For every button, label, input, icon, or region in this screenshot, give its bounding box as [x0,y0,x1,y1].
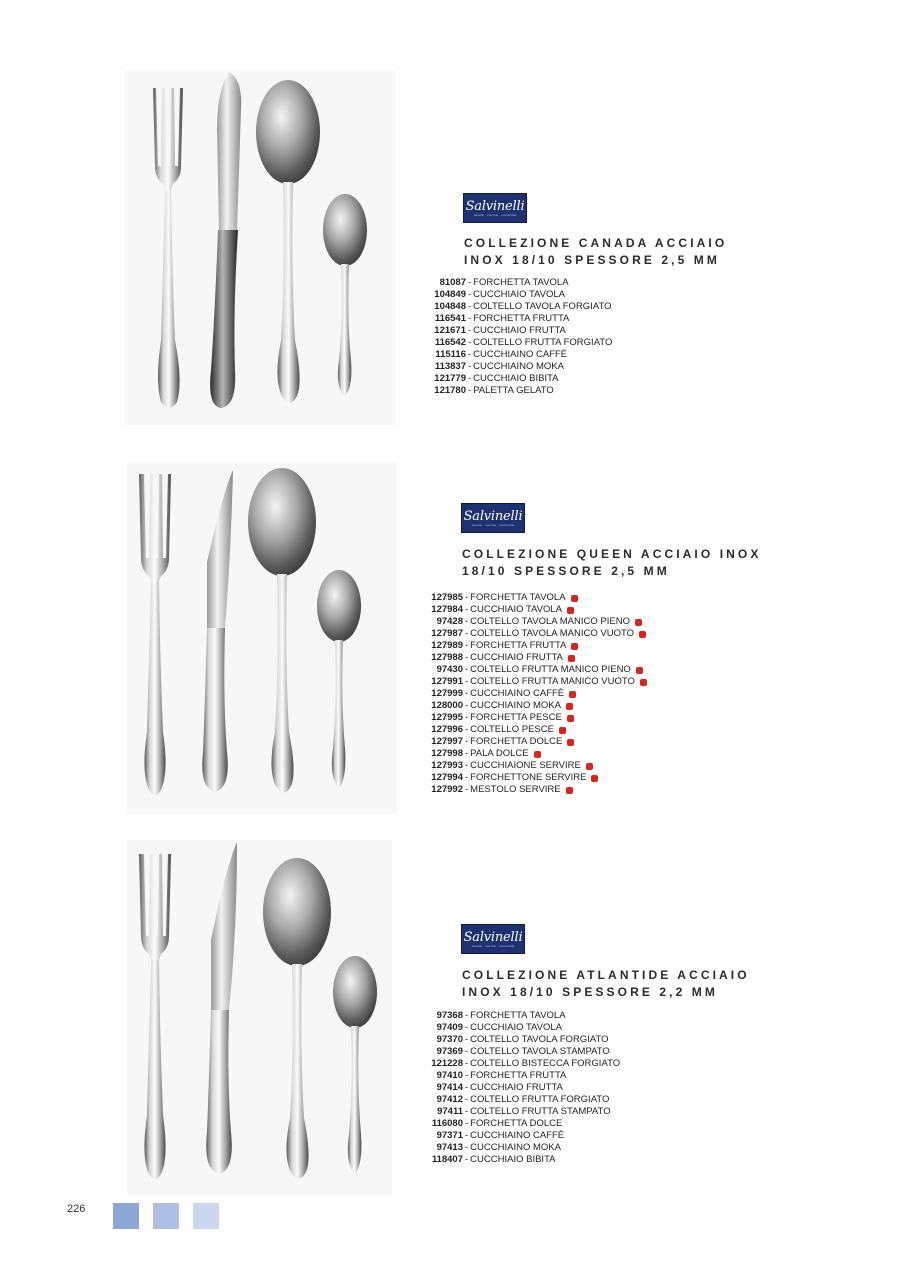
product-item [423,1094,620,1106]
cutlery-photo-canada [125,70,395,425]
separator: - [468,349,472,360]
product-item [426,289,612,301]
separator: - [465,1106,469,1117]
product-code: 81087 [439,277,466,288]
separator: - [468,289,472,300]
product-code: 121228 [431,1058,463,1069]
product-description: FORCHETTA TAVOLA [473,277,569,288]
separator: - [468,337,472,348]
product-code: 127987 [431,628,463,639]
product-item [423,1046,620,1058]
product-item [423,1022,620,1034]
separator: - [465,1154,469,1165]
product-description: MESTOLO SERVIRE [470,784,561,795]
product-description: CUCCHIAIO BIBITA [473,373,559,384]
separator: - [465,1034,469,1045]
product-code: 116541 [434,313,466,324]
separator: - [465,1118,469,1129]
brand-logo-word: Salvinelli [463,929,523,945]
page-number: 226 [67,1203,86,1215]
separator: - [465,1046,469,1057]
product-code: 97409 [436,1022,463,1033]
product-code: 97411 [437,1106,463,1117]
product-item [426,337,612,349]
new-item-marker-icon [569,691,576,698]
new-item-marker-icon [639,631,646,638]
brand-logo [461,924,525,954]
separator: - [465,664,469,675]
new-item-marker-icon [591,775,598,782]
separator: - [465,1082,469,1093]
product-code: 127994 [431,772,463,783]
separator: - [465,784,469,795]
product-code: 97414 [436,1082,463,1093]
product-item [423,676,647,688]
product-item [423,1106,620,1118]
product-item [423,724,647,736]
separator: - [465,604,469,615]
product-description: COLTELLO TAVOLA STAMPATO [470,1046,610,1057]
separator: - [468,325,472,336]
product-description: COLTELLO TAVOLA MANICO PIENO [470,616,630,627]
collection-title [462,546,761,580]
product-code: 127995 [431,712,463,723]
product-description: PALETTA GELATO [473,385,554,396]
separator: - [465,1142,469,1153]
product-item [423,652,647,664]
separator: - [468,313,472,324]
separator: - [465,1070,469,1081]
separator: - [465,748,469,759]
cutlery-photo-atlantide [127,840,392,1195]
product-list [423,592,647,796]
product-description: COLTELLO FRUTTA MANICO PIENO [470,664,631,675]
product-code: 97369 [436,1046,463,1057]
product-item [423,592,647,604]
product-code: 118407 [431,1154,463,1165]
new-item-marker-icon [635,619,642,626]
new-item-marker-icon [568,655,575,662]
product-item [423,1010,620,1022]
product-code: 97428 [436,616,463,627]
brand-logo-tagline: tavola · cucina · comunità [474,212,516,217]
product-item [426,373,612,385]
product-item [426,325,612,337]
product-description: CUCCHIAIO BIBITA [470,1154,556,1165]
decor-square [113,1203,139,1229]
product-description: CUCCHIAIO FRUTTA [470,652,563,663]
product-item [423,1058,620,1070]
product-description: CUCCHIAINO MOKA [470,700,561,711]
collection-title [464,235,727,269]
separator: - [465,676,469,687]
product-code: 127989 [431,640,463,651]
product-item [423,664,647,676]
separator: - [465,1010,469,1021]
product-description: COLTELLO FRUTTA FORGIATO [470,1094,610,1105]
product-description: CUCCHIAINO CAFFÈ [470,1130,565,1141]
product-item [423,604,647,616]
product-description: COLTELLO FRUTTA FORGIATO [473,337,613,348]
product-item [423,1130,620,1142]
product-description: FORCHETTA FRUTTA [473,313,570,324]
separator: - [465,592,469,603]
separator: - [465,652,469,663]
product-description: FORCHETTA FRUTTA [470,640,567,651]
separator: - [468,385,472,396]
product-code: 121671 [434,325,466,336]
separator: - [465,700,469,711]
brand-logo-word: Salvinelli [465,198,525,214]
product-code: 127984 [431,604,463,615]
product-description: COLTELLO TAVOLA FORGIATO [470,1034,609,1045]
separator: - [465,736,469,747]
product-code: 127985 [431,592,463,603]
product-item [423,1118,620,1130]
product-item [423,688,647,700]
collection-title [462,967,750,1001]
brand-logo-tagline: tavola · cucina · comunità [472,522,514,527]
new-item-marker-icon [534,751,541,758]
decor-square [153,1203,179,1229]
new-item-marker-icon [567,739,574,746]
product-code: 121780 [434,385,466,396]
product-item [423,772,647,784]
product-item [426,313,612,325]
separator: - [465,688,469,699]
product-code: 104848 [434,301,466,312]
new-item-marker-icon [567,715,574,722]
product-description: CUCCHIAIO TAVOLA [470,604,563,615]
new-item-marker-icon [636,667,643,674]
product-description: FORCHETTA FRUTTA [470,1070,567,1081]
product-code: 97430 [436,664,463,675]
product-code: 127999 [431,688,463,699]
separator: - [465,628,469,639]
collection-title-line: 18/10 SPESSORE 2,5 MM [462,564,670,578]
product-item [423,784,647,796]
product-code: 97370 [436,1034,463,1045]
separator: - [465,640,469,651]
product-item [426,385,612,397]
product-item [423,736,647,748]
new-item-marker-icon [640,679,647,686]
product-description: COLTELLO FRUTTA MANICO VUOTO [470,676,635,687]
product-code: 121779 [434,373,466,384]
product-description: PALA DOLCE [470,748,529,759]
product-item [423,1070,620,1082]
product-item [423,748,647,760]
product-description: FORCHETTA TAVOLA [470,592,566,603]
product-description: CUCCHIAIO TAVOLA [470,1022,563,1033]
separator: - [465,1058,469,1069]
product-description: CUCCHIAINO CAFFÈ [470,688,565,699]
collection-title-line: INOX 18/10 SPESSORE 2,2 MM [462,985,719,999]
product-item [423,760,647,772]
product-code: 97410 [436,1070,463,1081]
new-item-marker-icon [566,703,573,710]
collection-title-line: COLLEZIONE ATLANTIDE ACCIAIO [462,968,750,982]
product-description: CUCCHIAINO MOKA [473,361,564,372]
brand-logo [461,503,525,533]
product-code: 127998 [431,748,463,759]
product-description: FORCHETTA DOLCE [470,1118,563,1129]
new-item-marker-icon [586,763,593,770]
separator: - [465,1022,469,1033]
product-description: CUCCHIAINO CAFFÈ [473,349,568,360]
product-item [426,301,612,313]
product-list [423,1010,620,1166]
product-description: CUCCHIAIO TAVOLA [473,289,566,300]
new-item-marker-icon [571,595,578,602]
separator: - [465,616,469,627]
brand-logo-word: Salvinelli [463,508,523,524]
separator: - [465,724,469,735]
separator: - [465,1130,469,1141]
new-item-marker-icon [559,727,566,734]
product-item [423,1142,620,1154]
separator: - [468,373,472,384]
product-description: FORCHETTONE SERVIRE [470,772,587,783]
product-description: CUCCHIAIO FRUTTA [473,325,566,336]
product-code: 104849 [434,289,466,300]
product-code: 97368 [436,1010,463,1021]
product-code: 115116 [435,349,466,360]
product-code: 116080 [431,1118,463,1129]
product-item [423,628,647,640]
product-code: 97371 [436,1130,463,1141]
product-description: COLTELLO TAVOLA MANICO VUOTO [470,628,635,639]
product-item [423,1082,620,1094]
product-item [423,1154,620,1166]
product-item [426,277,612,289]
product-item [423,712,647,724]
product-code: 127992 [431,784,463,795]
separator: - [468,277,472,288]
product-code: 127991 [431,676,463,687]
separator: - [465,1094,469,1105]
new-item-marker-icon [567,607,574,614]
separator: - [468,361,472,372]
product-description: CUCCHIAIO FRUTTA [470,1082,563,1093]
separator: - [468,301,472,312]
product-description: CUCCHIAIONE SERVIRE [470,760,581,771]
separator: - [465,712,469,723]
product-code: 127988 [431,652,463,663]
product-code: 116542 [434,337,466,348]
separator: - [465,772,469,783]
brand-logo [463,193,527,223]
product-description: COLTELLO PESCE [470,724,554,735]
product-code: 128000 [431,700,463,711]
collection-title-line: INOX 18/10 SPESSORE 2,5 MM [464,253,721,267]
product-code: 113837 [434,361,466,372]
brand-logo-tagline: tavola · cucina · comunità [472,943,514,948]
product-list [426,277,612,397]
product-description: COLTELLO FRUTTA STAMPATO [470,1106,611,1117]
product-code: 127993 [431,760,463,771]
product-description: COLTELLO TAVOLA FORGIATO [473,301,612,312]
product-item [426,349,612,361]
product-description: FORCHETTA TAVOLA [470,1010,566,1021]
product-code: 97412 [436,1094,463,1105]
product-description: COLTELLO BISTECCA FORGIATO [470,1058,621,1069]
product-item [423,1034,620,1046]
collection-title-line: COLLEZIONE CANADA ACCIAIO [464,236,728,250]
product-item [423,700,647,712]
product-code: 127997 [431,736,463,747]
product-description: FORCHETTA PESCE [470,712,562,723]
new-item-marker-icon [571,643,578,650]
new-item-marker-icon [566,787,573,794]
product-description: CUCCHIAINO MOKA [470,1142,561,1153]
product-code: 127996 [431,724,463,735]
product-item [426,361,612,373]
cutlery-photo-queen [127,462,397,814]
product-item [423,640,647,652]
decor-square [193,1203,219,1229]
collection-title-line: COLLEZIONE QUEEN ACCIAIO INOX [462,547,762,561]
product-code: 97413 [436,1142,463,1153]
product-description: FORCHETTA DOLCE [470,736,563,747]
separator: - [465,760,469,771]
product-item [423,616,647,628]
